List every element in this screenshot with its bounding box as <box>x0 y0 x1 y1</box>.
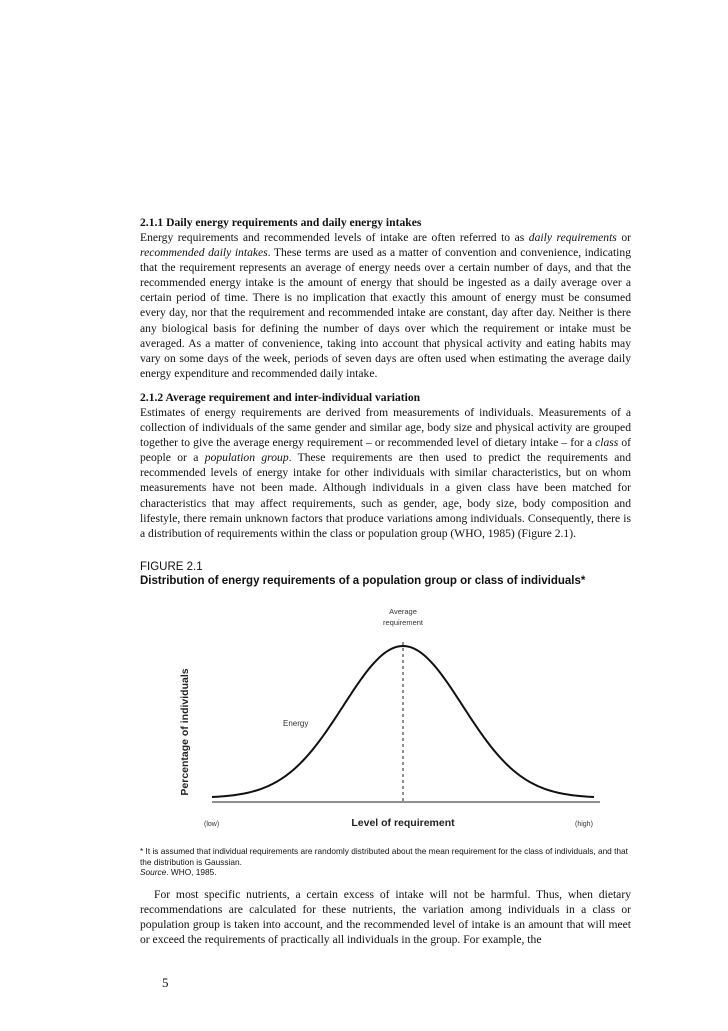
source-label: Source <box>140 867 167 877</box>
y-axis-label: Percentage of individuals <box>179 668 191 796</box>
source-text: . WHO, 1985. <box>166 867 217 877</box>
x-axis-label: Level of requirement <box>351 817 455 829</box>
figure-footnote <box>140 846 631 878</box>
x-low-label: (low) <box>204 821 220 828</box>
footnote-source <box>140 867 631 878</box>
text-run: . These requirements are then used to predict the requirements and recommended levels of energy intake for other individuals with similar characteristics, but on whom measurements have not been made. Although individuals in a given class have been matched for characteristics that may affect requirements, such as gender, age, body size, body composition and lifestyle, there remain unknown factors that produce variations among individuals. Consequently, there is a distribution of requirements within the class or population group (WHO, 1985) (Figure 2.1). <box>140 451 631 540</box>
annotation-requirement: requirement <box>382 618 424 627</box>
curve-label-energy: Energy <box>283 719 309 728</box>
section-paragraph <box>140 405 631 541</box>
emphasis-term: recommended daily intakes <box>140 246 268 260</box>
chart-svg <box>170 602 610 832</box>
emphasis-term: daily requirements <box>528 231 617 244</box>
section-2-1-1 <box>140 216 631 381</box>
x-high-label: (high) <box>575 821 593 828</box>
annotation-average: Average <box>389 607 417 616</box>
figure-chart <box>170 602 610 832</box>
figure-label: FIGURE 2.1 <box>140 561 203 573</box>
section-heading: 2.1.1 Daily energy requirements and daily energy intakes <box>140 216 422 229</box>
text-run: of people or a <box>140 436 631 465</box>
figure-title: Distribution of energy requirements of a population group or class of individuals* <box>140 575 586 587</box>
text-run: . These terms are used as a matter of convention and convenience, indicating that the requirement represents an average of energy needs over a certain number of days, and that the recommended energy intake is the amount of energy that should be ingested as a daily average over a certain period of time. There is no implication that exactly this amount of energy must be consumed every day, nor that the requirement and recommended intake are constant, day after day. Neither is there any biological basis for defining the number of days over which the requirement or intake must be averaged. As a matter of convenience, taking into account that physical activity and eating habits may vary on some days of the week, periods of seven days are often used when estimating the average daily energy expenditure and recommended daily intake. <box>140 246 631 380</box>
emphasis-term: population group <box>204 451 289 465</box>
section-paragraph <box>140 230 631 381</box>
closing-paragraph-block <box>140 887 631 947</box>
section-heading: 2.1.2 Average requirement and inter-individual variation <box>140 391 421 404</box>
footnote-note: * It is assumed that individual requirements are randomly distributed about the mean requirement for the class of individuals, and that the distribution is Gaussian. <box>140 846 628 867</box>
section-2-1-2 <box>140 391 631 541</box>
text-run: or <box>616 231 632 244</box>
text-run: Energy requirements and recommended levels of intake are often referred to as <box>140 231 529 244</box>
emphasis-term: class <box>595 436 619 450</box>
page-number: 5 <box>162 975 169 990</box>
closing-paragraph: For most specific nutrients, a certain excess of intake will not be harmful. Thus, when dietary recommendations are calculated for these nutrients, the variation among individuals in a class or population group is taken into account, and the recommended level of intake is an amount that will meet or exceed the requirements of practically all individuals in the group. For example, the <box>140 888 631 947</box>
text-run: Estimates of energy requirements are derived from measurements of individuals. Measurements of a collection of individuals of the same gender and similar age, body size and physical activity are grouped together to give the average energy requirement – or recommended level of dietary intake – for a <box>140 406 631 450</box>
